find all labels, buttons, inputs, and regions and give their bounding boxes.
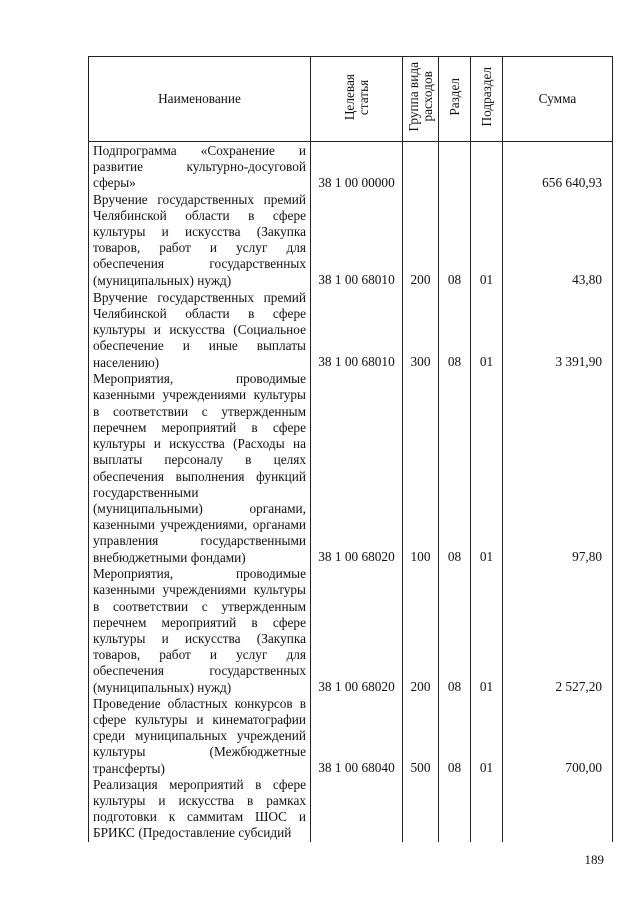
row-group (403, 142, 439, 192)
page-number: 189 (584, 852, 604, 867)
row-name: Проведение областных конкурсов в сфере культуры и кинематографии среди муниципальных учреждений культуры (Межбюджетные трансферты) (89, 696, 311, 777)
table-row (89, 142, 613, 192)
table-header-row (89, 57, 613, 142)
row-name: Подпрограмма «Сохранение и развитие культурно-досуговой сферы» (89, 142, 311, 192)
row-subsection (471, 142, 503, 192)
row-subsection: 01 (471, 566, 503, 696)
row-name: Реализация мероприятий в сфере культуры и искусства в рамках подготовки к саммитам ШОС и БРИКС (Предоставление субсидий (89, 777, 311, 842)
row-sum: 656 640,93 (503, 142, 613, 192)
row-subsection: 01 (471, 371, 503, 566)
table-row (89, 192, 613, 289)
row-name: Мероприятия, проводимые казенными учреждениями культуры в соответствии с утвержденным перечнем мероприятий в сфере культуры и искусства (Закупка товаров, работ и услуг для обеспечения государственных (муниципальных) нужд) (89, 566, 311, 696)
row-sum (503, 777, 613, 842)
table-row (89, 777, 613, 842)
row-subsection (471, 777, 503, 842)
row-sum: 700,00 (503, 696, 613, 777)
row-section: 08 (439, 192, 471, 289)
row-target: 38 1 00 68040 (311, 696, 403, 777)
row-target: 38 1 00 68020 (311, 566, 403, 696)
row-sum: 97,80 (503, 371, 613, 566)
row-target (311, 777, 403, 842)
header-sum: Сумма (503, 57, 613, 142)
row-section (439, 142, 471, 192)
row-section: 08 (439, 371, 471, 566)
row-section: 08 (439, 566, 471, 696)
row-group: 300 (403, 289, 439, 371)
row-group: 200 (403, 566, 439, 696)
row-group (403, 777, 439, 842)
row-group: 100 (403, 371, 439, 566)
row-subsection: 01 (471, 289, 503, 371)
header-section: Раздел (439, 57, 471, 142)
budget-table (88, 56, 613, 842)
row-target: 38 1 00 68010 (311, 289, 403, 371)
row-group: 500 (403, 696, 439, 777)
row-section: 08 (439, 696, 471, 777)
row-target: 38 1 00 68020 (311, 371, 403, 566)
row-target: 38 1 00 68010 (311, 192, 403, 289)
row-subsection: 01 (471, 696, 503, 777)
header-name: Наименование (89, 57, 311, 142)
row-name: Вручение государственных премий Челябинской области в сфере культуры и искусства (Закупка товаров, работ и услуг для обеспечения государственных (муниципальных) нужд) (89, 192, 311, 289)
row-name: Мероприятия, проводимые казенными учреждениями культуры в соответствии с утвержденным перечнем мероприятий в сфере культуры и искусства (Расходы на выплаты персоналу в целях обеспечения выполнения функций государственными (муниципальными) органами, казенными учреждениями, органами управления государственными внебюджетными фондами) (89, 371, 311, 566)
table-row (89, 696, 613, 777)
row-section: 08 (439, 289, 471, 371)
row-sum: 2 527,20 (503, 566, 613, 696)
row-section (439, 777, 471, 842)
table-row (89, 289, 613, 371)
row-name: Вручение государственных премий Челябинской области в сфере культуры и искусства (Социальное обеспечение и иные выплаты населению) (89, 289, 311, 371)
row-target: 38 1 00 00000 (311, 142, 403, 192)
table-row (89, 566, 613, 696)
table-row (89, 371, 613, 566)
row-sum: 43,80 (503, 192, 613, 289)
header-group: Группа вида расходов (403, 57, 439, 142)
header-target: Целевая статья (311, 57, 403, 142)
header-subsection: Подраздел (471, 57, 503, 142)
row-group: 200 (403, 192, 439, 289)
row-sum: 3 391,90 (503, 289, 613, 371)
row-subsection: 01 (471, 192, 503, 289)
